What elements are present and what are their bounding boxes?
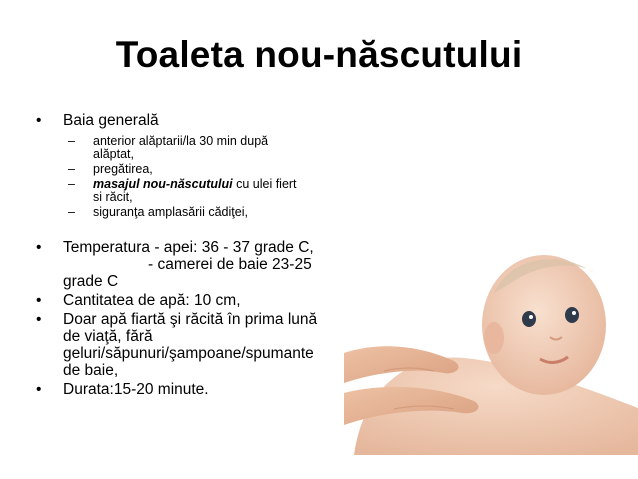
bullet-temperatura (36, 239, 346, 290)
bullet-line: de viaţă, fără (63, 328, 153, 345)
sub-item-pregatirea (36, 163, 346, 176)
bullet-icon: • (36, 311, 42, 328)
sub-item-alaptare (36, 135, 346, 161)
bullet-line: de baie, (63, 362, 119, 379)
sub-item-rest: cu ulei fiert (232, 177, 297, 191)
sub-item-line: alăptat, (93, 147, 135, 161)
bullet-icon: • (36, 381, 42, 398)
sub-item-line: anterior alăptarii/la 30 min după (93, 134, 269, 148)
emphasis-text: masajul nou-născutului (93, 177, 233, 191)
bullet-durata (36, 381, 346, 398)
baby-illustration (344, 233, 638, 455)
baby-eye-left (522, 311, 536, 327)
bullet-icon: • (36, 292, 42, 309)
bullet-baia-generala (36, 112, 346, 129)
baby-eye-right (565, 307, 579, 323)
baby-massage-photo (344, 233, 638, 455)
dash-icon: – (68, 162, 75, 176)
bullet-apa-fiarta (36, 311, 346, 379)
bullet-icon: • (36, 112, 42, 129)
slide-title: Toaleta nou-născutului (115, 34, 523, 75)
dash-icon: – (68, 177, 75, 191)
bullet-icon: • (36, 239, 42, 256)
sub-item-masajul (36, 178, 346, 204)
bullet-line: Temperatura - apei: 36 - 37 grade C, (63, 239, 314, 256)
sub-item-line: si răcit, (93, 190, 133, 204)
dash-icon: – (68, 205, 75, 219)
bullet-text: Baia generală (63, 112, 159, 129)
bullet-line: geluri/săpunuri/şampoane/spumante (63, 345, 314, 362)
sub-item-line: pregătirea, (93, 162, 153, 176)
bullet-line: grade C (63, 273, 119, 290)
baby-ear (484, 322, 504, 354)
bullet-line: Cantitatea de apă: 10 cm, (63, 292, 241, 309)
bullet-line: Durata:15-20 minute. (63, 381, 209, 398)
sub-item-line: siguranţa amplasării cădiţei, (93, 205, 248, 219)
dash-icon: – (68, 134, 75, 148)
bullet-cantitatea (36, 292, 346, 309)
baby-head (482, 255, 606, 395)
bullet-line: - camerei de baie 23-25 (148, 256, 312, 273)
bullet-line: Doar apă fiartă şi răcită în prima lună (63, 311, 318, 328)
slide-content (36, 112, 346, 398)
sub-item-siguranta (36, 206, 346, 219)
